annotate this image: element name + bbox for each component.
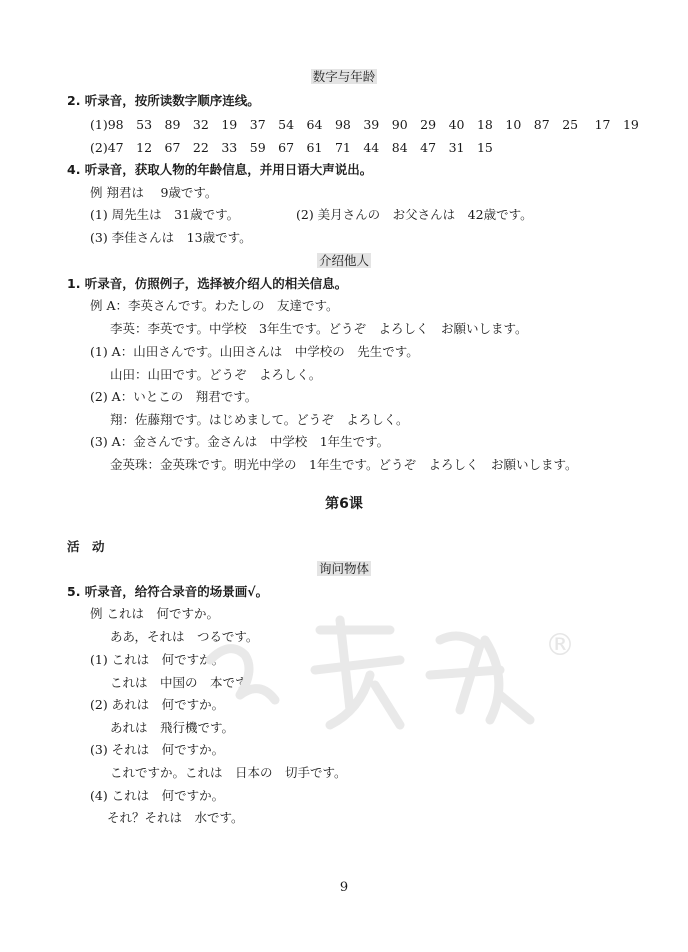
page-number: 9	[339, 880, 349, 895]
question-2-title: 2. 听录音，按所读数字顺序连线。	[67, 93, 260, 108]
q5-example-q: 例 これは 何ですか。	[90, 606, 219, 621]
q1-example-a: 例 A：李英さんです。わたしの 友達です。	[90, 298, 339, 313]
q5-item-2-a: あれは 飛行機です。	[110, 720, 235, 735]
q4-example: 例 翔君は 9歳です。	[90, 185, 218, 200]
number-row-1: (1)98 53 89 32 19 37 54 64 98 39 90 29 40 18 10 87 25 17 19	[90, 117, 639, 132]
section-title-ask-objects: 询问物体	[318, 561, 369, 576]
question-4-title: 4. 听录音，获取人物的年龄信息，并用日语大声说出。	[67, 162, 373, 177]
q5-item-1-a: これは 中国の 本です。	[110, 675, 260, 690]
svg-text:®: ®	[545, 628, 575, 663]
q5-item-3-a: これですか。これは 日本の 切手です。	[110, 765, 347, 780]
lesson-heading: 第6课	[325, 496, 363, 512]
number-row-2: (2)47 12 67 22 33 59 67 61 71 44 84 47 31 15	[90, 140, 493, 155]
q1-item-3-b: 金英珠：金英珠です。明光中学の 1年生です。どうぞ よろしく お願いします。	[110, 457, 578, 472]
question-1-title: 1. 听录音，仿照例子，选择被介绍人的相关信息。	[67, 276, 348, 291]
q5-item-2-q: (2) あれは 何ですか。	[90, 697, 225, 712]
q5-item-4-a: それ？それは 水です。	[107, 810, 244, 825]
q1-item-3-a: (3) A：金さんです。金さんは 中学校 1年生です。	[90, 434, 390, 449]
q4-item-1: (1) 周先生は 31歳です。	[90, 207, 240, 222]
section-title-numbers-age: 数字与年龄	[312, 69, 376, 84]
section-title-introduce: 介绍他人	[318, 253, 369, 268]
q1-item-2-b: 翔：佐藤翔です。はじめまして。どうぞ よろしく。	[110, 412, 409, 427]
q5-item-3-q: (3) それは 何ですか。	[90, 742, 225, 757]
q1-item-2-a: (2) A：いとこの 翔君です。	[90, 389, 258, 404]
question-5-title: 5. 听录音，给符合录音的场景画√。	[67, 584, 269, 599]
publisher-watermark	[200, 600, 580, 740]
q1-item-1-a: (1) A：山田さんです。山田さんは 中学校の 先生です。	[90, 344, 419, 359]
q4-item-3: (3) 李佳さんは 13歳です。	[90, 230, 252, 245]
q5-example-a: ああ，それは つるです。	[110, 629, 259, 644]
q4-item-2: (2) 美月さんの お父さんは 42歳です。	[296, 207, 533, 222]
q5-item-1-q: (1) これは 何ですか。	[90, 652, 225, 667]
q1-item-1-b: 山田：山田です。どうぞ よろしく。	[110, 367, 322, 382]
activity-heading: 活 动	[67, 539, 105, 554]
q1-example-b: 李英：李英です。中学校 3年生です。どうぞ よろしく お願いします。	[110, 321, 528, 336]
q5-item-4-q: (4) これは 何ですか。	[90, 788, 225, 803]
